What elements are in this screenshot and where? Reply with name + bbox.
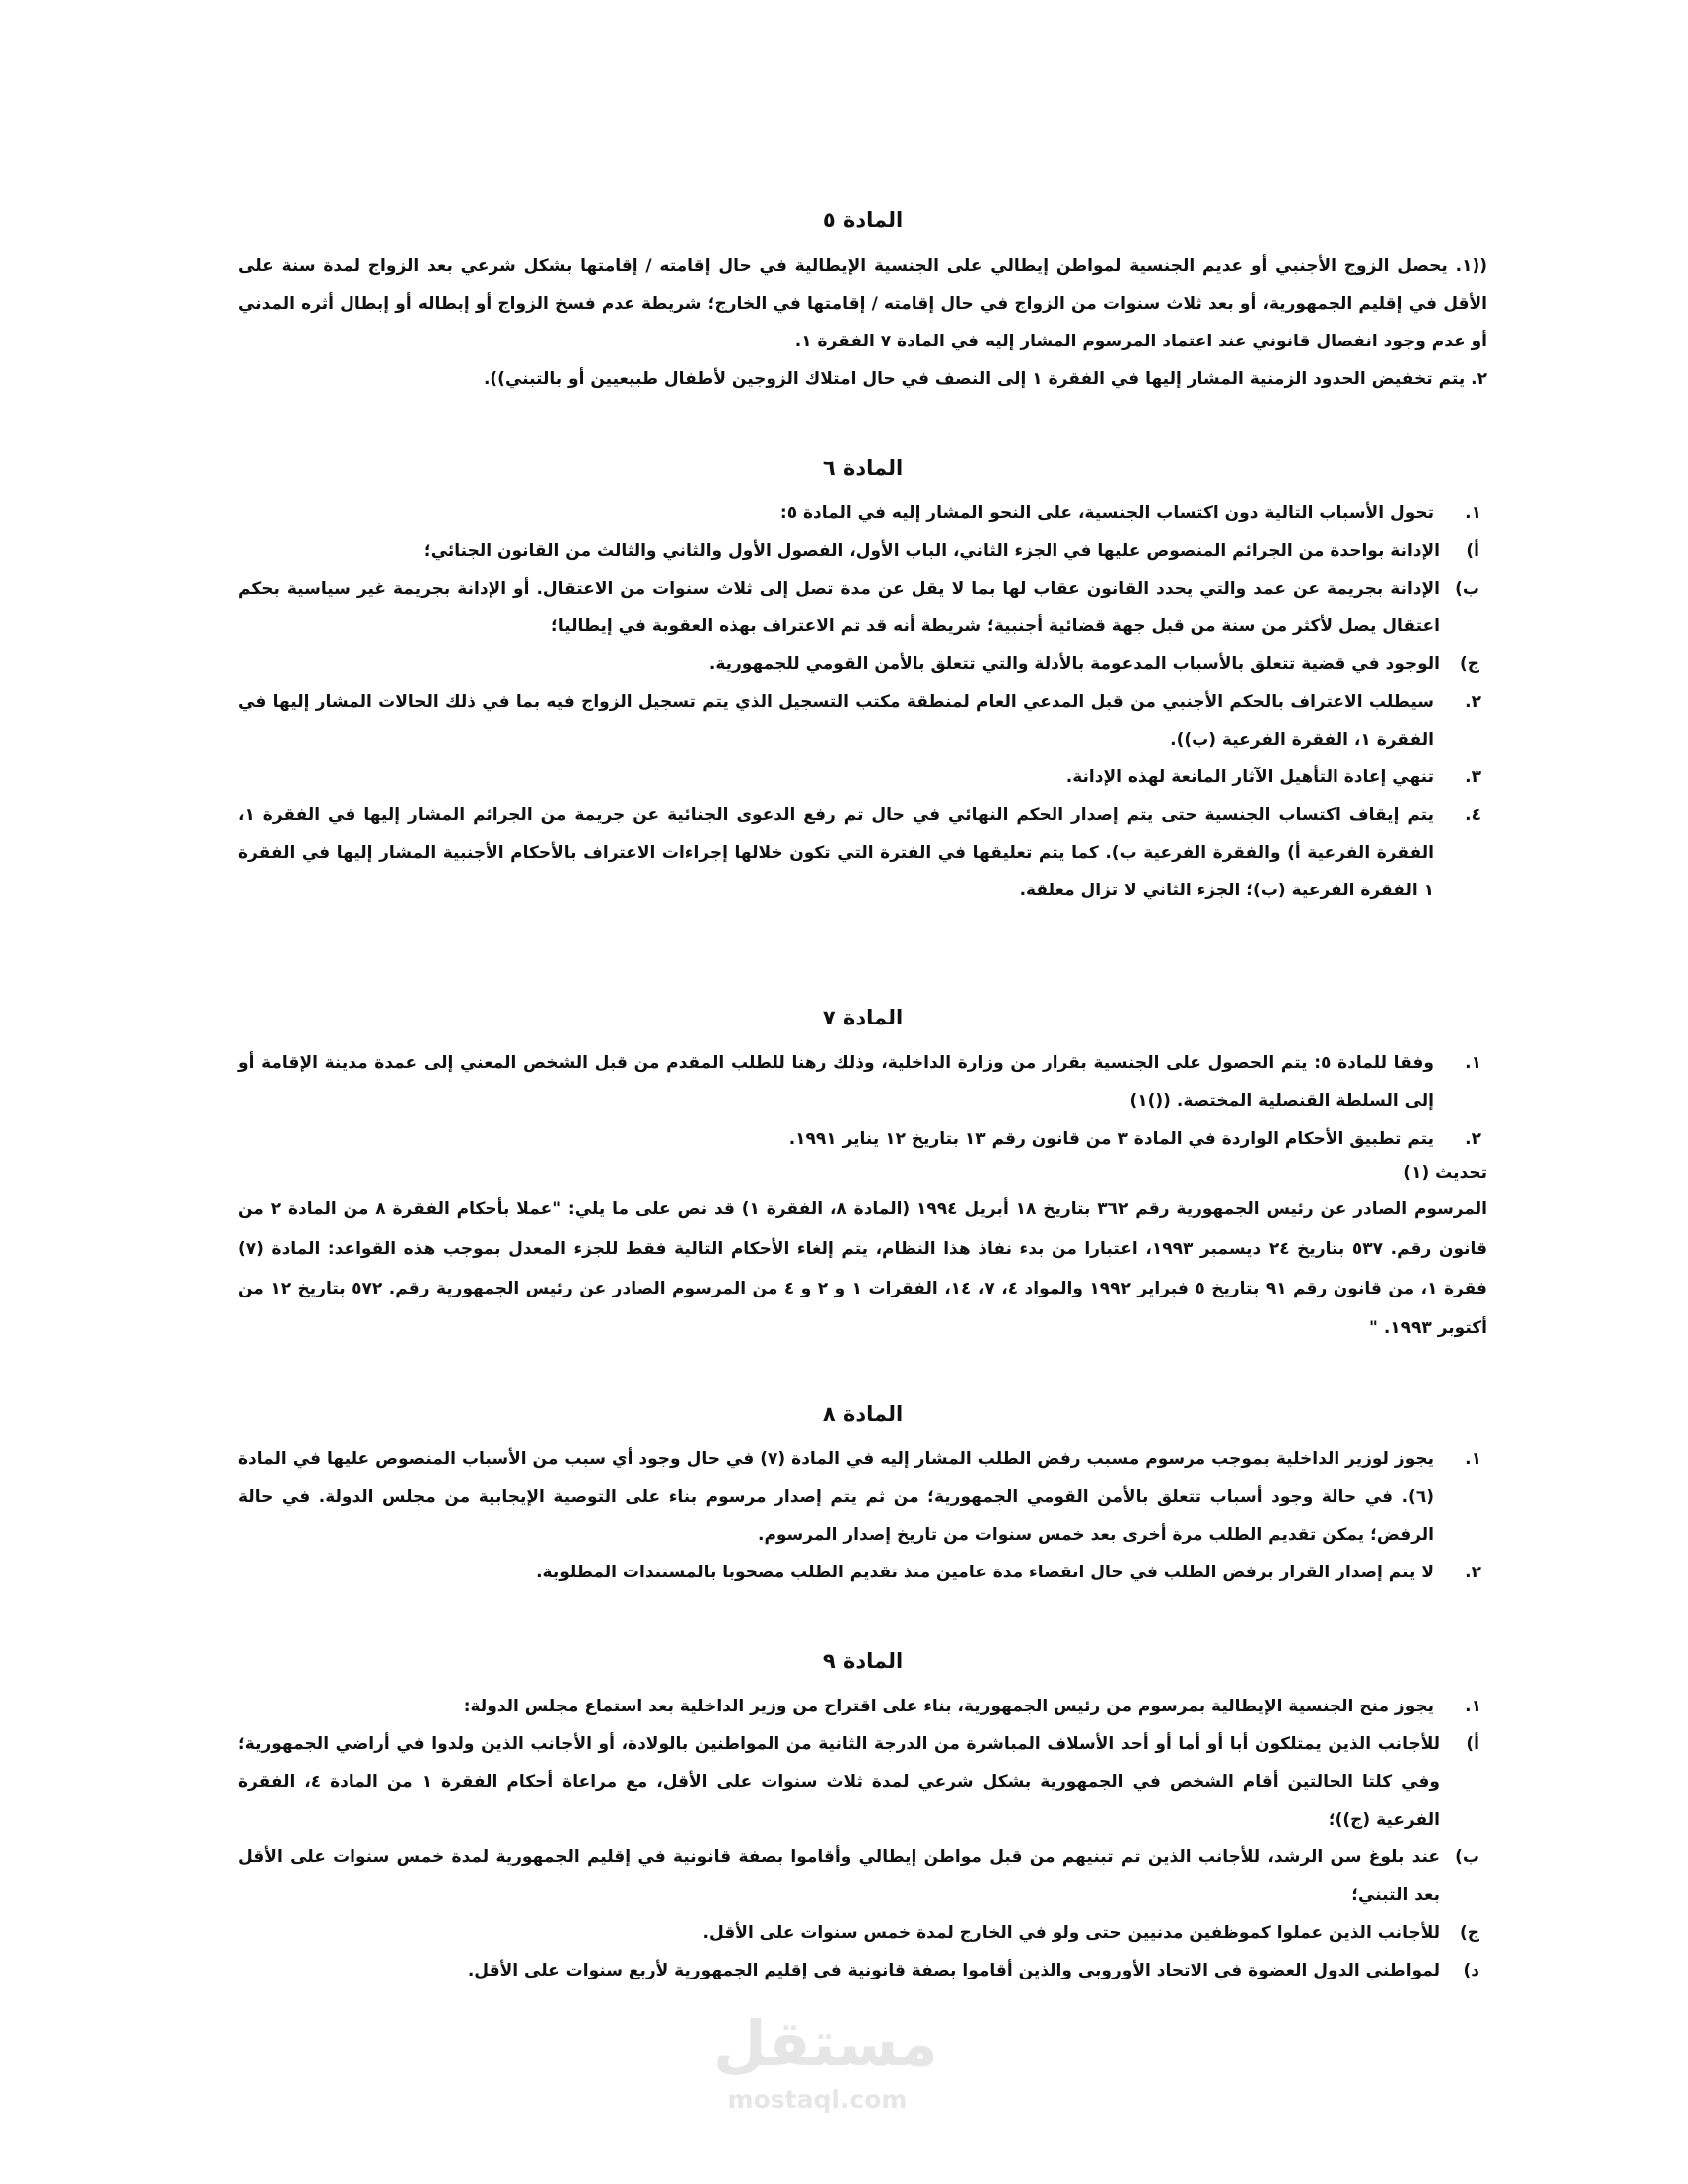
item-text: سيطلب الاعتراف بالحكم الأجنبي من قبل المدعي العام لمنطقة مكتب التسجيل الذي يتم تسجيل الزواج فيه بما في ذلك الحالات المشار إليها في الفقرة ١، الفقرة الفرعية (ب)). (238, 692, 1434, 750)
subitem-text: الإدانة بواحدة من الجرائم المنصوص عليها في الجزء الثاني، الباب الأول، الفصول الأول والثاني والثالث من القانون الجنائي؛ (423, 541, 1440, 561)
article-8-title: المادة ٨ (822, 1402, 904, 1426)
article-6-subitem-a (238, 532, 1487, 570)
item-number: ١. (1465, 1697, 1481, 1716)
article-9-title: المادة ٩ (822, 1649, 904, 1673)
item-text: يجوز منح الجنسية الإيطالية بمرسوم من رئيس الجمهورية، بناء على اقتراح من وزير الداخلية بعد استماع مجلس الدولة: (463, 1697, 1434, 1716)
item-number: ٢. (1465, 1129, 1481, 1149)
article-9-item-1 (238, 1688, 1487, 1725)
article-7 (238, 1003, 1487, 1348)
mostaql-watermark (713, 2003, 938, 2132)
subitem-text: للأجانب الذين عملوا كموظفين مدنيين حتى ولو في الخارج لمدة خمس سنوات على الأقل. (702, 1923, 1440, 1943)
article-5-paragraph-2: ٢. يتم تخفيض الحدود الزمنية المشار إليها في الفقرة ١ إلى النصف في حال امتلاك الزوجين لأطفال طبيعيين أو بالتبني)). (483, 369, 1487, 389)
subitem-letter: ج) (1459, 654, 1479, 674)
subitem-letter: ب) (1455, 1847, 1479, 1867)
subitem-text: لمواطني الدول العضوة في الاتحاد الأوروبي والذين أقاموا بصفة قانونية في إقليم الجمهورية لأربع سنوات على الأقل. (467, 1961, 1440, 1980)
item-number: ٤. (1465, 805, 1481, 825)
item-number: ١. (1465, 503, 1481, 523)
article-6-item-4 (238, 796, 1487, 909)
article-8 (238, 1399, 1487, 1591)
article-5-title: المادة ٥ (822, 208, 904, 232)
article-5-paragraph-1: ((١. يحصل الزوج الأجنبي أو عديم الجنسية لمواطن إيطالي على الجنسية الإيطالية في حال إقامته / إقامتها بشكل شرعي بعد الزواج لمدة سنة على الأقل في إقليم الجمهورية، أو بعد ثلاث سنوات من الزواج في حال إقامته / إقامتها في الخارج؛ شريطة عدم فسخ الزواج أو إبطاله أو إبطال أثره المدني أو عدم وجود انفصال قانوني عند اعتماد المرسوم المشار إليه في المادة ٧ الفقرة ١. (238, 256, 1487, 351)
article-9-subitem-b (238, 1839, 1487, 1914)
watermark-site: mostaql.com (727, 2085, 908, 2114)
article-9-subitem-d (238, 1952, 1487, 1989)
item-number: ١. (1465, 1053, 1481, 1073)
subitem-text: للأجانب الذين يمتلكون أبا أو أما أو أحد الأسلاف المباشرة من الدرجة الثانية من المواطنين بالولادة، أو الأجانب الذين ولدوا في أراضي الجمهورية؛ وفي كلتا الحالتين أقام الشخص في الجمهورية بشكل شرعي لمدة ثلاث سنوات على الأقل، مع مراعاة أحكام الفقرة ١ من المادة ٤، الفقرة الفرعية (ج))؛ (238, 1734, 1440, 1830)
subitem-letter: ج) (1459, 1923, 1479, 1943)
article-7-title: المادة ٧ (822, 1006, 904, 1029)
item-number: ١. (1465, 1449, 1481, 1469)
item-text: تنهي إعادة التأهيل الآثار المانعة لهذه الإدانة. (1065, 767, 1434, 787)
article-5 (238, 205, 1487, 398)
article-6-item-1 (238, 494, 1487, 532)
article-9 (238, 1646, 1487, 1989)
article-9-subitem-a (238, 1725, 1487, 1839)
item-text: يتم تطبيق الأحكام الواردة في المادة ٣ من قانون رقم ١٣ بتاريخ ١٢ يناير ١٩٩١. (788, 1129, 1434, 1149)
subitem-text: الإدانة بجريمة عن عمد والتي يحدد القانون عقاب لها بما لا يقل عن مدة تصل إلى ثلاث سنوات من الاعتقال. أو الإدانة بجريمة غير سياسية بحكم اعتقال يصل لأكثر من سنة من قبل جهة قضائية أجنبية؛ شريطة أنه قد تم الاعتراف بهذه العقوبة في إيطاليا؛ (238, 579, 1440, 636)
item-number: ٣. (1465, 767, 1481, 787)
subitem-letter: أ) (1466, 1734, 1479, 1754)
watermark-logo: مستقل (713, 2007, 938, 2080)
item-text: تحول الأسباب التالية دون اكتساب الجنسية، على النحو المشار إليه في المادة ٥: (779, 503, 1434, 523)
item-number: ٢. (1465, 1563, 1481, 1582)
item-text: وفقا للمادة ٥: يتم الحصول على الجنسية بقرار من وزارة الداخلية، وذلك رهنا للطلب المقدم من قبل الشخص المعني إلى عمدة مدينة الإقامة أو إلى السلطة القنصلية المختصة. (()١) (238, 1053, 1434, 1111)
item-text: يتم إيقاف اكتساب الجنسية حتى يتم إصدار الحكم النهائي في حال تم رفع الدعوى الجنائية عن جريمة من الجرائم المشار إليها في الفقرة ١، الفقرة الفرعية أ) والفقرة الفرعية ب). كما يتم تعليقها في الفترة التي تكون خلالها إجراءات الاعتراف بالأحكام الأجنبية المشار إليها في الفقرة ١ الفقرة الفرعية (ب)؛ الجزء الثاني لا تزال معلقة. (238, 805, 1434, 900)
item-text: لا يتم إصدار القرار برفض الطلب في حال انقضاء مدة عامين منذ تقديم الطلب مصحوبا بالمستندات المطلوبة. (536, 1563, 1434, 1582)
article-6 (238, 453, 1487, 909)
subitem-letter: أ) (1466, 541, 1479, 561)
article-8-item-1 (238, 1440, 1487, 1554)
update-text: المرسوم الصادر عن رئيس الجمهورية رقم ٣٦٢ بتاريخ ١٨ أبريل ١٩٩٤ (المادة ٨، الفقرة ١) قد نص على ما يلي: "عملا بأحكام الفقرة ٨ من المادة ٢ من قانون رقم. ٥٣٧ بتاريخ ٢٤ ديسمبر ١٩٩٣، اعتبارا من بدء نفاذ هذا النظام، يتم إلغاء الأحكام التالية فقط للجزء المعدل بموجب هذه القواعد: المادة (٧) فقرة ١، من قانون رقم ٩١ بتاريخ ٥ فبراير ١٩٩٢ والمواد ٤، ٧، ١٤، الفقرات ١ و ٢ و ٤ من المرسوم الصادر عن رئيس الجمهورية رقم. ٥٧٢ بتاريخ ١٢ من أكتوبر ١٩٩٣. " (238, 1199, 1487, 1338)
article-7-item-1 (238, 1044, 1487, 1120)
article-6-subitem-b (238, 570, 1487, 645)
article-6-title: المادة ٦ (822, 456, 904, 479)
update-title: تحديث (١) (1403, 1163, 1487, 1183)
article-7-item-2 (238, 1120, 1487, 1158)
item-number: ٢. (1465, 692, 1481, 712)
article-8-item-2 (238, 1554, 1487, 1591)
article-9-subitem-c (238, 1914, 1487, 1952)
article-6-item-3 (238, 758, 1487, 796)
subitem-text: الوجود في قضية تتعلق بالأسباب المدعومة بالأدلة والتي تتعلق بالأمن القومي للجمهورية. (708, 654, 1440, 674)
subitem-letter: ب) (1455, 579, 1479, 599)
subitem-text: عند بلوغ سن الرشد، للأجانب الذين تم تبنيهم من قبل مواطن إيطالي وأقاموا بصفة قانونية في إقليم الجمهورية لمدة خمس سنوات على الأقل بعد التبني؛ (238, 1847, 1440, 1905)
item-text: يجوز لوزير الداخلية بموجب مرسوم مسبب رفض الطلب المشار إليه في المادة (٧) في حال وجود أي سبب من الأسباب المنصوص عليها في المادة (٦). في حالة وجود أسباب تتعلق بالأمن القومي الجمهورية؛ من ثم يتم إصدار مرسوم بناء على التوصية الإيجابية من مجلس الدولة. في حالة الرفض؛ يمكن تقديم الطلب مرة أخرى بعد خمس سنوات من تاريخ إصدار المرسوم. (238, 1449, 1434, 1545)
subitem-letter: د) (1463, 1961, 1479, 1980)
article-6-item-2 (238, 683, 1487, 758)
article-6-subitem-c (238, 645, 1487, 683)
